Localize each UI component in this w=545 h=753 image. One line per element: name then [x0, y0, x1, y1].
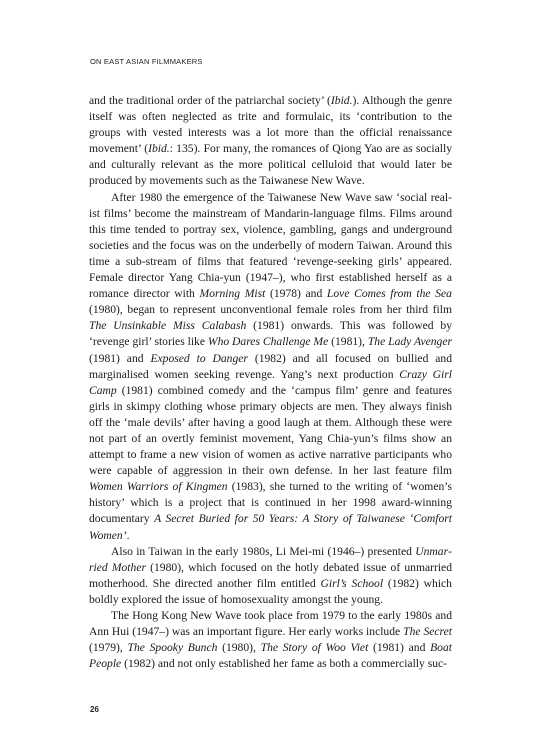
title-italic: Ibid. — [148, 142, 170, 156]
title-italic: Boat People — [89, 641, 452, 671]
paragraph — [89, 544, 452, 608]
title-italic: Crazy Girl Camp — [89, 367, 452, 397]
text-run: The Hong Kong New Wave took place from 1979 to the early 1980s and Ann Hui (1947–) was an important figure. Her early works include — [89, 609, 452, 639]
text-run: Also in Taiwan in the early 1980s, Li Mei-mi (1946–) presented — [111, 544, 416, 558]
title-italic: The Lady Avenger — [367, 335, 452, 349]
body-text — [89, 93, 452, 672]
running-head: ON EAST ASIAN FILMMAKERS — [90, 57, 203, 66]
text-run: and the traditional order of the patriarchal society’ ( — [89, 94, 331, 107]
text-run: (1981) and — [89, 351, 151, 365]
title-italic: A Secret Buried for 50 Years: A Story of Taiwanese ‘Comfort Women’ — [89, 512, 453, 542]
text-run: (1979), — [89, 641, 128, 655]
text-run: (1981), — [328, 335, 368, 349]
text-run: (1980), which focused on the hotly debated issue of unmarried motherhood. She directed another film entitled — [89, 560, 452, 590]
title-italic: Women Warriors of Kingmen — [89, 480, 228, 494]
title-italic: Exposed to Danger — [150, 351, 248, 365]
title-italic: Girl’s School — [320, 576, 384, 590]
text-run: (1982) and all focused on bullied and marginalised women seeking revenge. Yang’s next production — [89, 351, 452, 381]
page-number: 26 — [90, 705, 99, 714]
title-italic: Unmarried Mother — [89, 544, 452, 574]
text-run: . — [126, 528, 130, 542]
text-run: (1980), began to represent unconventional female roles from her third film — [89, 303, 452, 317]
text-run: : 135). For many, the romances of Qiong Yao are as socially and culturally relevant as the more political celluloid that would later be produced by movements such as the Taiwanese New Wave. — [89, 142, 452, 188]
title-italic: The Secret — [403, 625, 452, 639]
paragraph — [89, 93, 452, 190]
text-run: (1982) which boldly explored the issue of homosexuality amongst the young. — [89, 576, 452, 606]
text-run: (1983), she turned to the writing of ‘women’s history’ which is a project that is continued in her 1998 award-winning documentary — [89, 480, 452, 526]
text-run: (1978) and — [265, 287, 327, 301]
text-run: (1981) combined comedy and the ‘campus film’ genre and features girls in skimpy clothing whose primary objects are men. They always finish off the ‘male devils’ after having a good laugh at them. Although these were not part of an overtly feminist movement, Yang Chia-yun’s films show an attempt to frame a new vision of women as active narrative participants who were capable of aggression in their own defense. In her last feature film — [89, 383, 452, 478]
text-run: ). Although the genre itself was often neglected as trite and formulaic, its ‘contribution to the groups with vested interests was a lot more than the official renaissance movement’ ( — [89, 94, 452, 156]
paragraph — [89, 190, 452, 544]
paragraph — [89, 608, 452, 672]
text-run: (1980), — [217, 641, 261, 655]
text-run: After 1980 the emergence of the Taiwanese New Wave saw ‘social realist films’ become the mainstream of Mandarin-language films. Films around this time tended to portray sex, violence, gambling, gangs and underground societies and the focus was on the underbelly of modern Taiwan. Around this time a sub-stream of films that featured ‘revenge-seeking girls’ appeared. Female director Yang Chia-yun (1947–), who first established herself as a romance director with — [89, 190, 452, 301]
text-run: (1981) and — [368, 641, 431, 655]
title-italic: Morning Mist — [199, 287, 266, 301]
title-italic: Ibid. — [330, 94, 353, 107]
title-italic: The Spooky Bunch — [127, 641, 218, 655]
title-italic: The Story of Woo Viet — [260, 641, 369, 655]
text-run: (1981) onwards. This was followed by ‘revenge girl’ stories like — [89, 319, 453, 349]
title-italic: The Unsinkable Miss Calabash — [89, 319, 247, 333]
text-run: (1982) and not only established her fame as both a commercially suc- — [121, 657, 448, 671]
title-italic: Who Dares Challenge Me — [207, 335, 329, 349]
title-italic: Love Comes from the Sea — [326, 287, 452, 301]
